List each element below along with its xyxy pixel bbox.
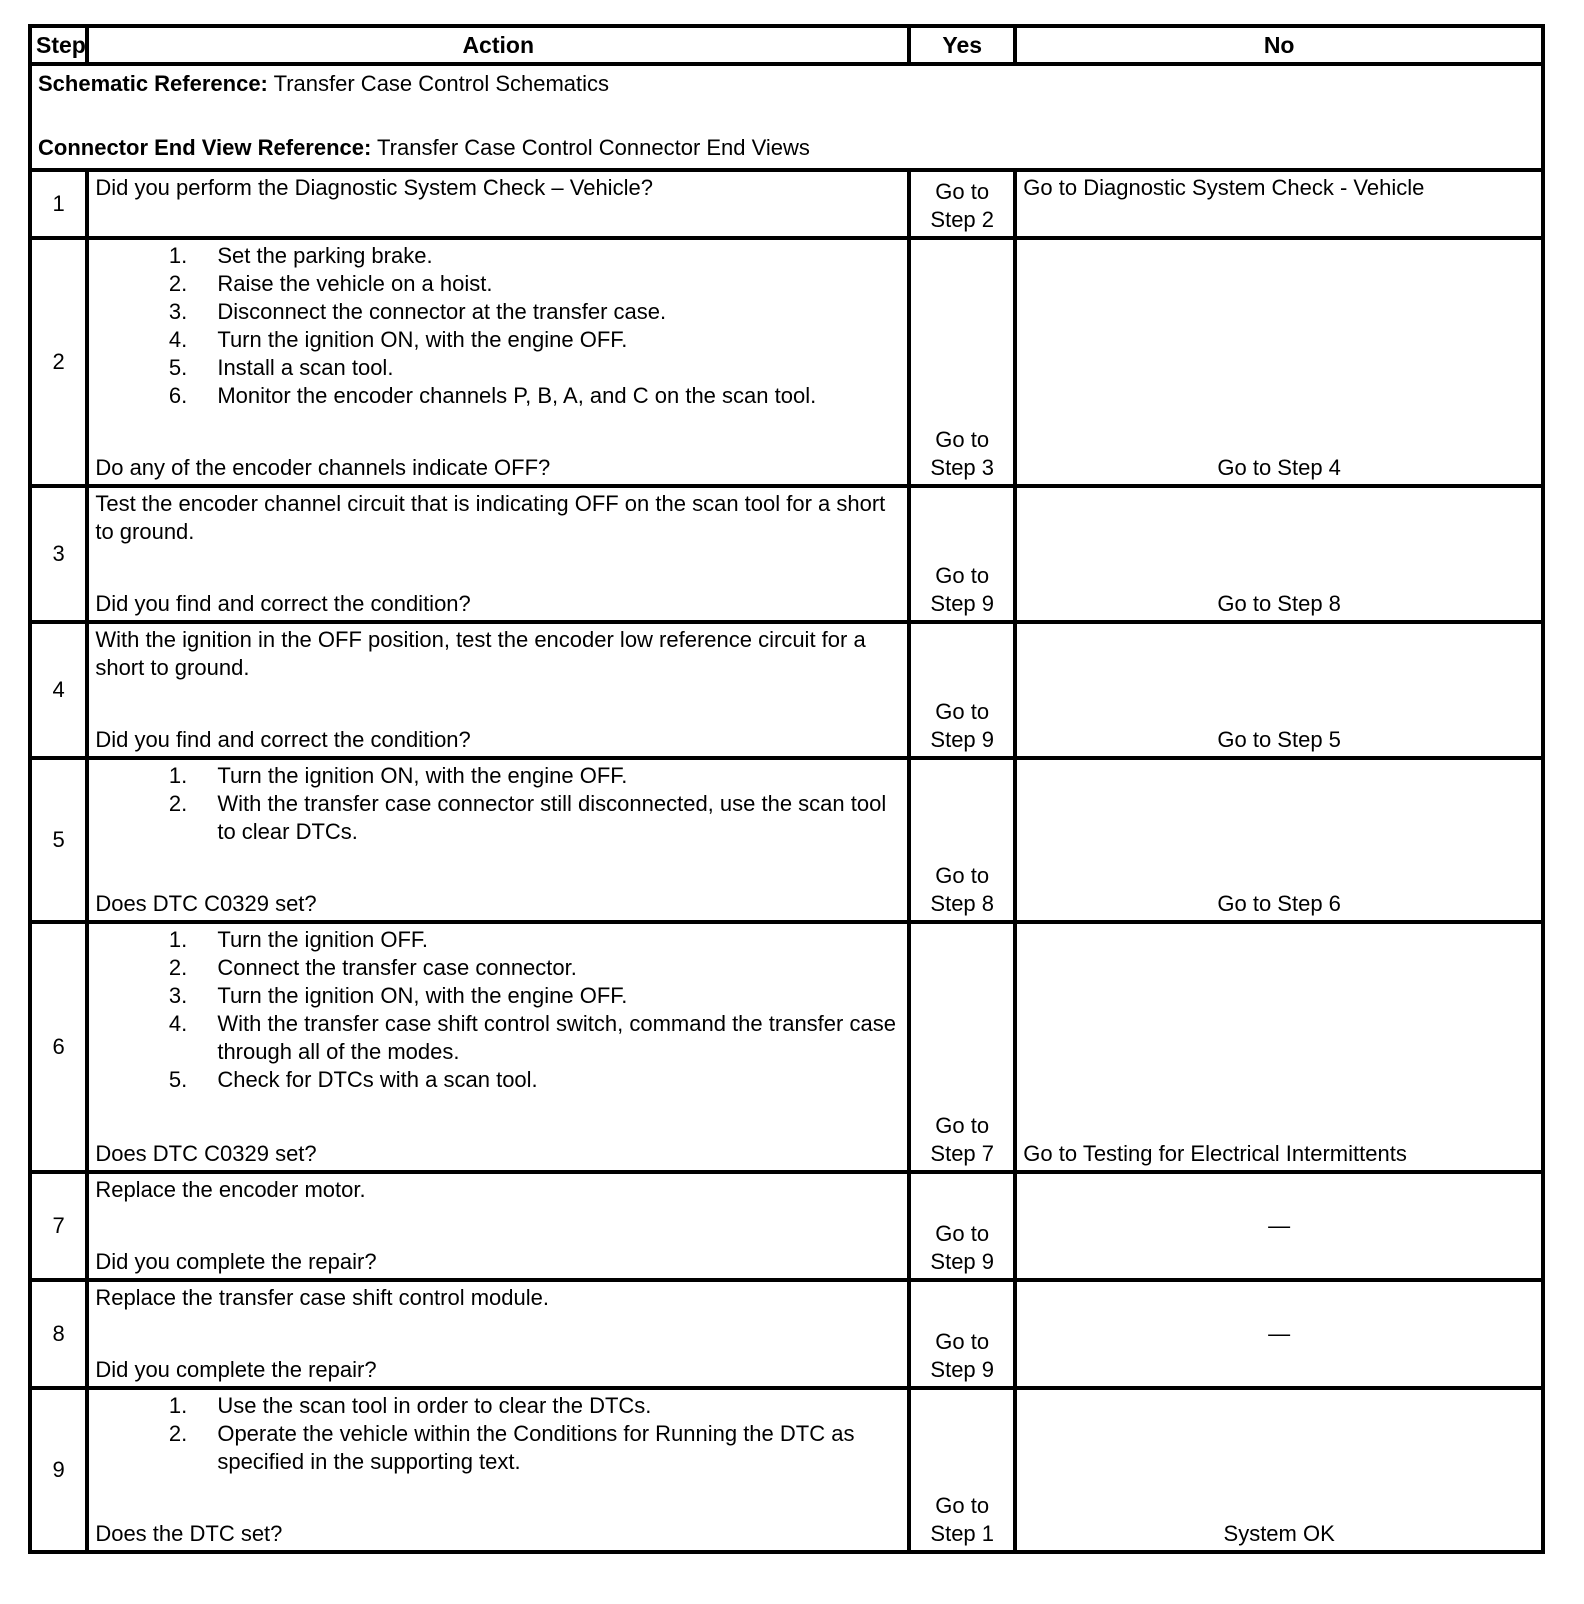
yes-step: Step 9 xyxy=(930,591,995,616)
yes-cell xyxy=(909,486,1015,622)
yes-step: Step 8 xyxy=(930,891,995,916)
yes-cell xyxy=(909,170,1015,238)
action-step-item: 2. With the transfer case connector still disconnected, use the scan tool to clear DTCs. xyxy=(193,790,901,846)
no-cell: Go to Step 5 xyxy=(1015,622,1543,758)
action-step-item: 1. Turn the ignition ON, with the engine OFF. xyxy=(193,762,901,790)
action-steps xyxy=(95,1392,901,1476)
action-step-item: 4. With the transfer case shift control switch, command the transfer case through all of the modes. xyxy=(193,1010,901,1066)
header-no: No xyxy=(1015,26,1543,64)
action-text: Replace the transfer case shift control module. xyxy=(95,1285,550,1310)
table-row xyxy=(30,1388,1543,1552)
action-step-item: 2. Connect the transfer case connector. xyxy=(193,954,901,982)
table-row xyxy=(30,1280,1543,1388)
action-step-item: 1. Turn the ignition OFF. xyxy=(193,926,901,954)
yes-cell xyxy=(909,1172,1015,1280)
yes-goto: Go to xyxy=(935,863,990,888)
action-step-item: 3. Disconnect the connector at the transfer case. xyxy=(193,298,901,326)
yes-step: Step 9 xyxy=(930,1357,995,1382)
action-step-item: 1. Use the scan tool in order to clear the DTCs. xyxy=(193,1392,901,1420)
action-step-item: 5. Install a scan tool. xyxy=(193,354,901,382)
yes-goto: Go to xyxy=(935,563,990,588)
action-question: Do any of the encoder channels indicate OFF? xyxy=(95,455,551,480)
step-number: 8 xyxy=(30,1280,87,1388)
step-number: 4 xyxy=(30,622,87,758)
yes-cell xyxy=(909,922,1015,1172)
table-row xyxy=(30,622,1543,758)
step-number: 3 xyxy=(30,486,87,622)
action-step-item: 5. Check for DTCs with a scan tool. xyxy=(193,1066,901,1094)
yes-cell xyxy=(909,1388,1015,1552)
yes-cell xyxy=(909,238,1015,486)
schematic-reference xyxy=(38,70,1535,98)
table-row xyxy=(30,1172,1543,1280)
table-row xyxy=(30,170,1543,238)
yes-goto: Go to xyxy=(935,1113,990,1138)
yes-step: Step 9 xyxy=(930,727,995,752)
header-action: Action xyxy=(87,26,909,64)
yes-goto: Go to xyxy=(935,1329,990,1354)
diagnostic-table xyxy=(28,24,1545,1554)
step-number: 1 xyxy=(30,170,87,238)
yes-goto: Go to xyxy=(935,699,990,724)
no-cell: Go to Step 4 xyxy=(1015,238,1543,486)
step-number: 7 xyxy=(30,1172,87,1280)
yes-step: Step 9 xyxy=(930,1249,995,1274)
action-question: Does DTC C0329 set? xyxy=(95,891,317,916)
action-step-item: 1. Set the parking brake. xyxy=(193,242,901,270)
yes-step: Step 7 xyxy=(930,1141,995,1166)
action-step-item: 6. Monitor the encoder channels P, B, A, and C on the scan tool. xyxy=(193,382,901,410)
table-row xyxy=(30,758,1543,922)
table-row xyxy=(30,486,1543,622)
yes-goto: Go to xyxy=(935,427,990,452)
yes-step: Step 2 xyxy=(930,207,995,232)
action-step-item: 4. Turn the ignition ON, with the engine OFF. xyxy=(193,326,901,354)
schematic-reference-value: Transfer Case Control Schematics xyxy=(267,71,610,96)
action-cell xyxy=(87,1280,909,1388)
action-cell xyxy=(87,1388,909,1552)
action-text: Test the encoder channel circuit that is indicating OFF on the scan tool for a short to ground. xyxy=(95,491,886,544)
yes-cell xyxy=(909,1280,1015,1388)
action-cell xyxy=(87,922,909,1172)
action-question: Does DTC C0329 set? xyxy=(95,1141,317,1166)
action-question: Did you complete the repair? xyxy=(95,1249,377,1274)
action-question: Did you find and correct the condition? xyxy=(95,727,471,752)
no-cell: Go to Step 8 xyxy=(1015,486,1543,622)
connector-reference-value: Transfer Case Control Connector End Views xyxy=(371,135,810,160)
header-yes: Yes xyxy=(909,26,1015,64)
action-cell xyxy=(87,238,909,486)
yes-goto: Go to xyxy=(935,179,990,204)
no-cell: System OK xyxy=(1015,1388,1543,1552)
step-number: 5 xyxy=(30,758,87,922)
step-number: 2 xyxy=(30,238,87,486)
yes-goto: Go to xyxy=(935,1493,990,1518)
step-number: 6 xyxy=(30,922,87,1172)
action-text: Did you perform the Diagnostic System Check – Vehicle? xyxy=(95,175,653,200)
action-text: Replace the encoder motor. xyxy=(95,1177,366,1202)
yes-step: Step 3 xyxy=(930,455,995,480)
action-question: Does the DTC set? xyxy=(95,1521,283,1546)
no-cell: — xyxy=(1015,1172,1543,1280)
no-cell: — xyxy=(1015,1280,1543,1388)
schematic-reference-label: Schematic Reference: xyxy=(38,71,268,96)
table-row xyxy=(30,922,1543,1172)
action-cell xyxy=(87,486,909,622)
yes-step: Step 1 xyxy=(930,1521,995,1546)
no-cell: Go to Testing for Electrical Intermittents xyxy=(1015,922,1543,1172)
action-cell xyxy=(87,1172,909,1280)
action-step-item: 2. Operate the vehicle within the Conditions for Running the DTC as specified in the supporting text. xyxy=(193,1420,901,1476)
action-steps xyxy=(95,762,901,846)
action-steps xyxy=(95,242,901,410)
reference-row xyxy=(30,64,1543,170)
yes-cell xyxy=(909,622,1015,758)
action-cell xyxy=(87,622,909,758)
header-row xyxy=(30,26,1543,64)
table-row xyxy=(30,238,1543,486)
step-number: 9 xyxy=(30,1388,87,1552)
reference-cell xyxy=(30,64,1543,170)
action-step-item: 3. Turn the ignition ON, with the engine OFF. xyxy=(193,982,901,1010)
action-cell xyxy=(87,170,909,238)
action-step-item: 2. Raise the vehicle on a hoist. xyxy=(193,270,901,298)
action-text: With the ignition in the OFF position, test the encoder low reference circuit for a short to ground. xyxy=(95,627,866,680)
header-step: Step xyxy=(30,26,87,64)
action-cell xyxy=(87,758,909,922)
no-cell: Go to Step 6 xyxy=(1015,758,1543,922)
action-question: Did you find and correct the condition? xyxy=(95,591,471,616)
connector-reference-label: Connector End View Reference: xyxy=(38,135,372,160)
connector-reference xyxy=(38,134,1535,162)
action-steps xyxy=(95,926,901,1094)
yes-goto: Go to xyxy=(935,1221,990,1246)
no-cell: Go to Diagnostic System Check - Vehicle xyxy=(1015,170,1543,238)
action-question: Did you complete the repair? xyxy=(95,1357,377,1382)
yes-cell xyxy=(909,758,1015,922)
